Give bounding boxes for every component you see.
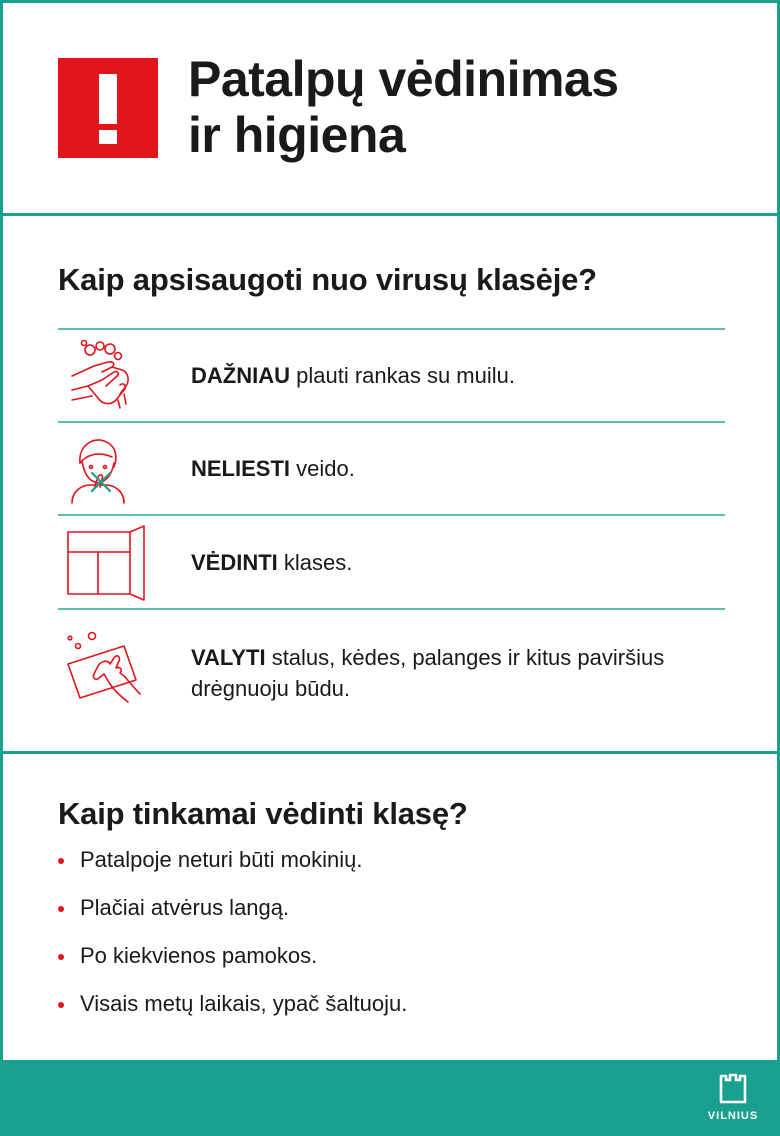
list-item bbox=[58, 848, 407, 896]
item-keyword: VĖDINTI bbox=[191, 549, 278, 575]
item-text: veido. bbox=[290, 456, 355, 481]
title-line-1: Patalpų vėdinimas bbox=[188, 51, 619, 107]
bullet-icon bbox=[58, 954, 64, 960]
bullet-icon bbox=[58, 1002, 64, 1008]
list-item bbox=[58, 896, 407, 944]
bullet-text: Visais metų laikais, ypač šaltuoju. bbox=[80, 991, 408, 1016]
item-text: plauti rankas su muilu. bbox=[290, 363, 515, 388]
window-icon bbox=[58, 522, 163, 602]
item-keyword: VALYTI bbox=[191, 645, 266, 670]
vilnius-logo bbox=[698, 1072, 768, 1128]
item-keyword: NELIESTI bbox=[191, 456, 291, 481]
bullet-text: Po kiekvienos pamokos. bbox=[80, 943, 318, 968]
ventilate-section bbox=[3, 754, 777, 1062]
protect-section bbox=[3, 216, 777, 754]
list-item bbox=[58, 514, 725, 608]
page-title bbox=[188, 51, 619, 163]
list-item bbox=[58, 608, 725, 734]
protect-heading: Kaip apsisaugoti nuo virusų klasėje? bbox=[58, 262, 597, 297]
list-item bbox=[58, 992, 407, 1040]
footer bbox=[0, 1060, 780, 1136]
list-item bbox=[58, 328, 725, 421]
item-text: stalus, kėdes, palanges ir kitus paviršius drėgnuoju būdu. bbox=[191, 645, 665, 701]
bullet-icon bbox=[58, 858, 64, 864]
logo-text: VILNIUS bbox=[707, 1110, 759, 1122]
item-text: klases. bbox=[277, 549, 353, 575]
bullet-text: Patalpoje neturi būti mokinių. bbox=[80, 847, 363, 872]
ventilate-heading: Kaip tinkamai vėdinti klasę? bbox=[58, 796, 468, 831]
vilnius-tower-icon bbox=[716, 1072, 750, 1106]
list-item bbox=[58, 944, 407, 992]
ventilate-list bbox=[58, 848, 407, 1040]
item-keyword: DAŽNIAU bbox=[191, 363, 290, 388]
protect-list bbox=[58, 328, 725, 734]
no-touch-face-icon bbox=[58, 429, 163, 509]
title-line-2: ir higiena bbox=[188, 107, 406, 163]
exclamation-icon bbox=[58, 58, 158, 158]
list-item bbox=[58, 421, 725, 514]
bullet-text: Plačiai atvėrus langą. bbox=[80, 895, 290, 920]
header bbox=[3, 3, 777, 216]
bullet-icon bbox=[58, 906, 64, 912]
wipe-surface-icon bbox=[58, 628, 163, 708]
hand-washing-icon bbox=[58, 336, 163, 416]
